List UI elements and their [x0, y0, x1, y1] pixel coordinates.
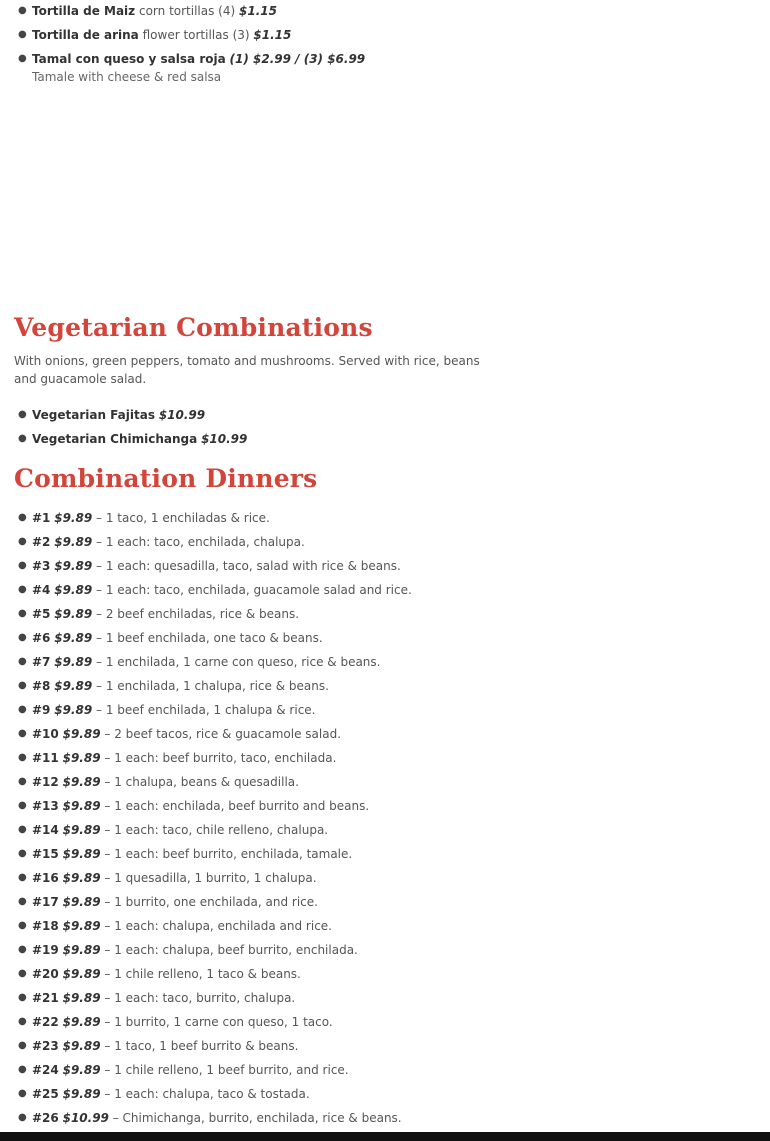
combo-number: #23	[32, 1039, 59, 1053]
bullet-icon: ●	[18, 53, 27, 64]
combo-description: – 1 each: beef burrito, taco, enchilada.	[104, 751, 337, 765]
list-item	[0, 701, 412, 719]
combo-number: #15	[32, 847, 59, 861]
combo-number: #6	[32, 631, 51, 645]
list-item	[0, 941, 412, 959]
list-item	[0, 1061, 412, 1079]
combo-price: $9.89	[54, 535, 93, 549]
bullet-icon: ●	[18, 632, 27, 643]
item-price: $1.15	[239, 4, 277, 18]
list-item	[0, 2, 365, 20]
combo-description: – 1 each: quesadilla, taco, salad with rice & beans.	[96, 559, 401, 573]
list-item	[0, 605, 412, 623]
combination-list	[0, 509, 412, 1133]
combo-price: $9.89	[54, 583, 93, 597]
combo-number: #7	[32, 655, 51, 669]
combo-price: $9.89	[62, 847, 101, 861]
combo-description: – 1 each: taco, chile relleno, chalupa.	[104, 823, 329, 837]
combo-description: – 2 beef enchiladas, rice & beans.	[96, 607, 300, 621]
combo-price: $9.89	[62, 1063, 101, 1077]
list-item	[0, 965, 412, 983]
list-item	[0, 50, 365, 86]
combo-number: #18	[32, 919, 59, 933]
combo-price: $9.89	[54, 655, 93, 669]
bullet-icon: ●	[18, 992, 27, 1003]
bullet-icon: ●	[18, 1088, 27, 1099]
combo-description: – 1 each: taco, burrito, chalupa.	[104, 991, 296, 1005]
combination-heading: Combination Dinners	[14, 464, 318, 493]
combo-description: – 1 chile relleno, 1 taco & beans.	[104, 967, 301, 981]
list-item	[0, 869, 412, 887]
combo-number: #19	[32, 943, 59, 957]
combo-number: #11	[32, 751, 59, 765]
combo-description: – 1 each: chalupa, beef burrito, enchilada.	[104, 943, 358, 957]
combo-description: – 1 taco, 1 enchiladas & rice.	[96, 511, 270, 525]
combo-price: $9.89	[62, 871, 101, 885]
list-item	[0, 821, 412, 839]
combo-price: $9.89	[62, 919, 101, 933]
list-item	[0, 1037, 412, 1055]
vegetarian-heading: Vegetarian Combinations	[14, 313, 373, 342]
combo-price: $9.89	[54, 511, 93, 525]
bullet-icon: ●	[18, 608, 27, 619]
bullet-icon: ●	[18, 656, 27, 667]
list-item	[0, 1085, 412, 1103]
combo-number: #26	[32, 1111, 59, 1125]
list-item	[0, 430, 247, 448]
bullet-icon: ●	[18, 872, 27, 883]
bullet-icon: ●	[18, 409, 27, 420]
item-name: Tortilla de Maiz	[32, 4, 136, 18]
combo-price: $9.89	[62, 1015, 101, 1029]
bullet-icon: ●	[18, 1064, 27, 1075]
bullet-icon: ●	[18, 1112, 27, 1123]
combo-number: #3	[32, 559, 51, 573]
item-desc: corn tortillas (4)	[138, 4, 236, 18]
combo-number: #4	[32, 583, 51, 597]
combo-number: #20	[32, 967, 59, 981]
bullet-icon: ●	[18, 584, 27, 595]
combo-number: #16	[32, 871, 59, 885]
combo-number: #12	[32, 775, 59, 789]
list-item	[0, 797, 412, 815]
combo-price: $9.89	[62, 823, 101, 837]
combo-price: $9.89	[54, 703, 93, 717]
list-item	[0, 845, 412, 863]
item-price: $10.99	[158, 408, 206, 422]
combo-price: $9.89	[62, 799, 101, 813]
bullet-icon: ●	[18, 433, 27, 444]
list-item	[0, 1109, 412, 1127]
bullet-icon: ●	[18, 944, 27, 955]
vegetarian-description: With onions, green peppers, tomato and mushrooms. Served with rice, beans and guacamole salad.	[14, 354, 480, 386]
list-item	[0, 557, 412, 575]
list-item	[0, 1013, 412, 1031]
combo-price: $9.89	[62, 895, 101, 909]
item-name: Tamal con queso y salsa roja	[32, 52, 226, 66]
combo-number: #10	[32, 727, 59, 741]
combo-description: – 1 beef enchilada, 1 chalupa & rice.	[96, 703, 316, 717]
item-price: (1) $2.99 / (3) $6.99	[229, 52, 366, 66]
combo-description: – 2 beef tacos, rice & guacamole salad.	[104, 727, 342, 741]
item-name: Tortilla de arina	[32, 28, 139, 42]
combo-description: – 1 chalupa, beans & quesadilla.	[104, 775, 299, 789]
combo-description: – Chimichanga, burrito, enchilada, rice & beans.	[112, 1111, 402, 1125]
vegetarian-list	[0, 406, 247, 454]
bullet-icon: ●	[18, 896, 27, 907]
combo-number: #21	[32, 991, 59, 1005]
combo-description: – 1 each: taco, enchilada, guacamole salad and rice.	[96, 583, 412, 597]
combo-description: – 1 enchilada, 1 chalupa, rice & beans.	[96, 679, 329, 693]
bottom-bar	[0, 1132, 770, 1141]
combo-price: $9.89	[54, 607, 93, 621]
bullet-icon: ●	[18, 1040, 27, 1051]
list-item	[0, 581, 412, 599]
combo-description: – 1 burrito, one enchilada, and rice.	[104, 895, 318, 909]
combo-description: – 1 each: taco, enchilada, chalupa.	[96, 535, 305, 549]
item-price: $1.15	[253, 28, 292, 42]
list-item	[0, 533, 412, 551]
combo-price: $9.89	[62, 727, 101, 741]
list-item	[0, 893, 412, 911]
combo-description: – 1 each: chalupa, taco & tostada.	[104, 1087, 310, 1101]
combo-number: #8	[32, 679, 51, 693]
item-desc: flower tortillas (3)	[142, 28, 250, 42]
bullet-icon: ●	[18, 920, 27, 931]
list-item	[0, 677, 412, 695]
combo-description: – 1 beef enchilada, one taco & beans.	[96, 631, 323, 645]
sides-list	[0, 2, 365, 92]
combo-number: #1	[32, 511, 51, 525]
bullet-icon: ●	[18, 536, 27, 547]
item-subdescription: Tamale with cheese & red salsa	[32, 70, 222, 84]
combo-description: – 1 each: chalupa, enchilada and rice.	[104, 919, 332, 933]
list-item	[0, 406, 247, 424]
bullet-icon: ●	[18, 776, 27, 787]
bullet-icon: ●	[18, 728, 27, 739]
combo-number: #24	[32, 1063, 59, 1077]
combo-price: $9.89	[62, 775, 101, 789]
bullet-icon: ●	[18, 752, 27, 763]
combo-description: – 1 each: beef burrito, enchilada, tamale.	[104, 847, 353, 861]
bullet-icon: ●	[18, 680, 27, 691]
combo-description: – 1 quesadilla, 1 burrito, 1 chalupa.	[104, 871, 317, 885]
list-item	[0, 629, 412, 647]
list-item	[0, 917, 412, 935]
combo-number: #13	[32, 799, 59, 813]
bullet-icon: ●	[18, 512, 27, 523]
item-price: $10.99	[201, 432, 248, 446]
bullet-icon: ●	[18, 29, 27, 40]
combo-number: #25	[32, 1087, 59, 1101]
combo-price: $9.89	[62, 991, 101, 1005]
combo-number: #14	[32, 823, 59, 837]
combo-price: $9.89	[54, 559, 93, 573]
list-item	[0, 725, 412, 743]
bullet-icon: ●	[18, 1016, 27, 1027]
bullet-icon: ●	[18, 800, 27, 811]
bullet-icon: ●	[18, 824, 27, 835]
bullet-icon: ●	[18, 560, 27, 571]
combo-number: #17	[32, 895, 59, 909]
list-item	[0, 773, 412, 791]
combo-price: $9.89	[62, 943, 101, 957]
combo-price: $9.89	[54, 679, 93, 693]
list-item	[0, 749, 412, 767]
combo-description: – 1 chile relleno, 1 beef burrito, and rice.	[104, 1063, 349, 1077]
bullet-icon: ●	[18, 704, 27, 715]
combo-number: #5	[32, 607, 51, 621]
item-name: Vegetarian Fajitas	[32, 408, 155, 422]
combo-price: $9.89	[62, 751, 101, 765]
combo-description: – 1 enchilada, 1 carne con queso, rice & beans.	[96, 655, 381, 669]
combo-description: – 1 each: enchilada, beef burrito and beans.	[104, 799, 370, 813]
combo-number: #22	[32, 1015, 59, 1029]
list-item	[0, 989, 412, 1007]
combo-price: $9.89	[54, 631, 93, 645]
combo-price: $10.99	[62, 1111, 109, 1125]
combo-number: #2	[32, 535, 51, 549]
combo-number: #9	[32, 703, 51, 717]
list-item	[0, 653, 412, 671]
combo-description: – 1 burrito, 1 carne con queso, 1 taco.	[104, 1015, 333, 1029]
combo-price: $9.89	[62, 1087, 101, 1101]
combo-price: $9.89	[62, 967, 101, 981]
list-item	[0, 509, 412, 527]
combo-price: $9.89	[62, 1039, 101, 1053]
combo-description: – 1 taco, 1 beef burrito & beans.	[104, 1039, 299, 1053]
bullet-icon: ●	[18, 848, 27, 859]
list-item	[0, 26, 365, 44]
bullet-icon: ●	[18, 5, 27, 16]
item-name: Vegetarian Chimichanga	[32, 432, 198, 446]
bullet-icon: ●	[18, 968, 27, 979]
